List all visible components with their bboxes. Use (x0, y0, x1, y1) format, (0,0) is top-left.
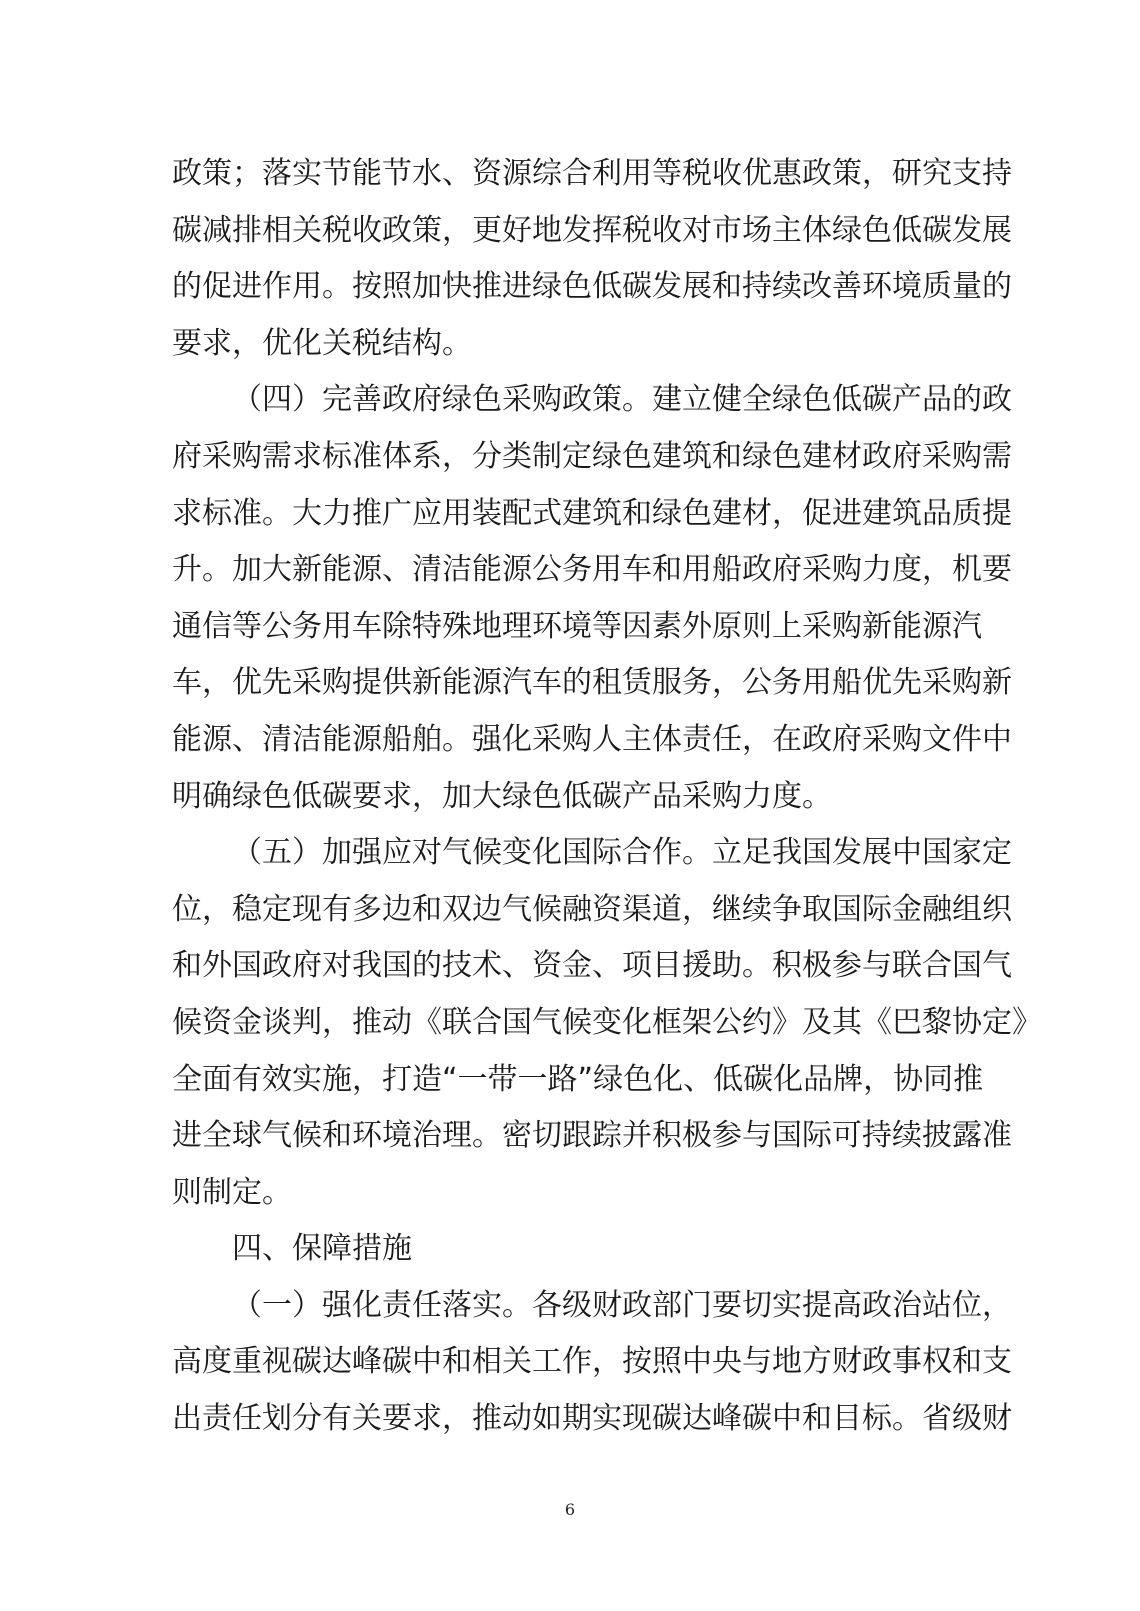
page-number: 6 (564, 1500, 576, 1519)
section-heading-safeguards (172, 1221, 982, 1278)
paragraph-tax-policy-continued (172, 146, 1012, 372)
text-line: 则制定。 (172, 1174, 292, 1210)
paragraph-responsibility (172, 1278, 1012, 1448)
text-line: 明确绿色低碳要求，加大绿色低碳产品采购力度。 (172, 778, 832, 814)
text-line: 全面有效实施，打造“一带一路”绿色化、低碳化品牌，协同推 (172, 1061, 984, 1097)
text-line: （五）加强应对气候变化国际合作。立足我国发展中国家定 (232, 835, 1012, 871)
text-line: 通信等公务用车除特殊地理环境等因素外原则上采购新能源汽 (172, 608, 982, 644)
text-line: 升。加大新能源、清洁能源公务用车和用船政府采购力度，机要 (172, 552, 1012, 588)
text-line: 府采购需求标准体系，分类制定绿色建筑和绿色建材政府采购需 (172, 438, 1012, 474)
document-body (172, 146, 1042, 1448)
text-line: 的促进作用。按照加快推进绿色低碳发展和持续改善环境质量的 (172, 269, 1012, 305)
text-line: 和外国政府对我国的技术、资金、项目援助。积极参与联合国气 (172, 948, 1012, 984)
paragraph-procurement-policy (172, 372, 1012, 825)
text-line: 出责任划分有关要求，推动如期实现碳达峰碳中和目标。省级财 (172, 1401, 1012, 1437)
text-line: 位，稳定现有多边和双边气候融资渠道，继续争取国际金融组织 (172, 891, 1012, 927)
section-heading: 四、保障措施 (232, 1231, 412, 1267)
text-line: （四）完善政府绿色采购政策。建立健全绿色低碳产品的政 (232, 382, 1012, 418)
text-line: 候资金谈判，推动《联合国气候变化框架公约》及其《巴黎协定》 (172, 1004, 1042, 1040)
text-line: 高度重视碳达峰碳中和相关工作，按照中央与地方财政事权和支 (172, 1344, 1012, 1380)
text-line: 政策；落实节能节水、资源综合利用等税收优惠政策，研究支持 (172, 156, 1012, 191)
paragraph-international-cooperation (172, 825, 1042, 1221)
text-line: 进全球气候和环境治理。密切跟踪并积极参与国际可持续披露准 (172, 1118, 1012, 1154)
text-line: 要求，优化关税结构。 (172, 325, 472, 361)
text-line: （一）强化责任落实。各级财政部门要切实提高政治站位， (232, 1287, 1012, 1323)
text-line: 车，优先采购提供新能源汽车的租赁服务，公务用船优先采购新 (172, 665, 1012, 701)
text-line: 碳减排相关税收政策，更好地发挥税收对市场主体绿色低碳发展 (172, 212, 1012, 248)
text-line: 求标准。大力推广应用装配式建筑和绿色建材，促进建筑品质提 (172, 495, 1012, 531)
text-line: 能源、清洁能源船舶。强化采购人主体责任，在政府采购文件中 (172, 721, 1012, 757)
